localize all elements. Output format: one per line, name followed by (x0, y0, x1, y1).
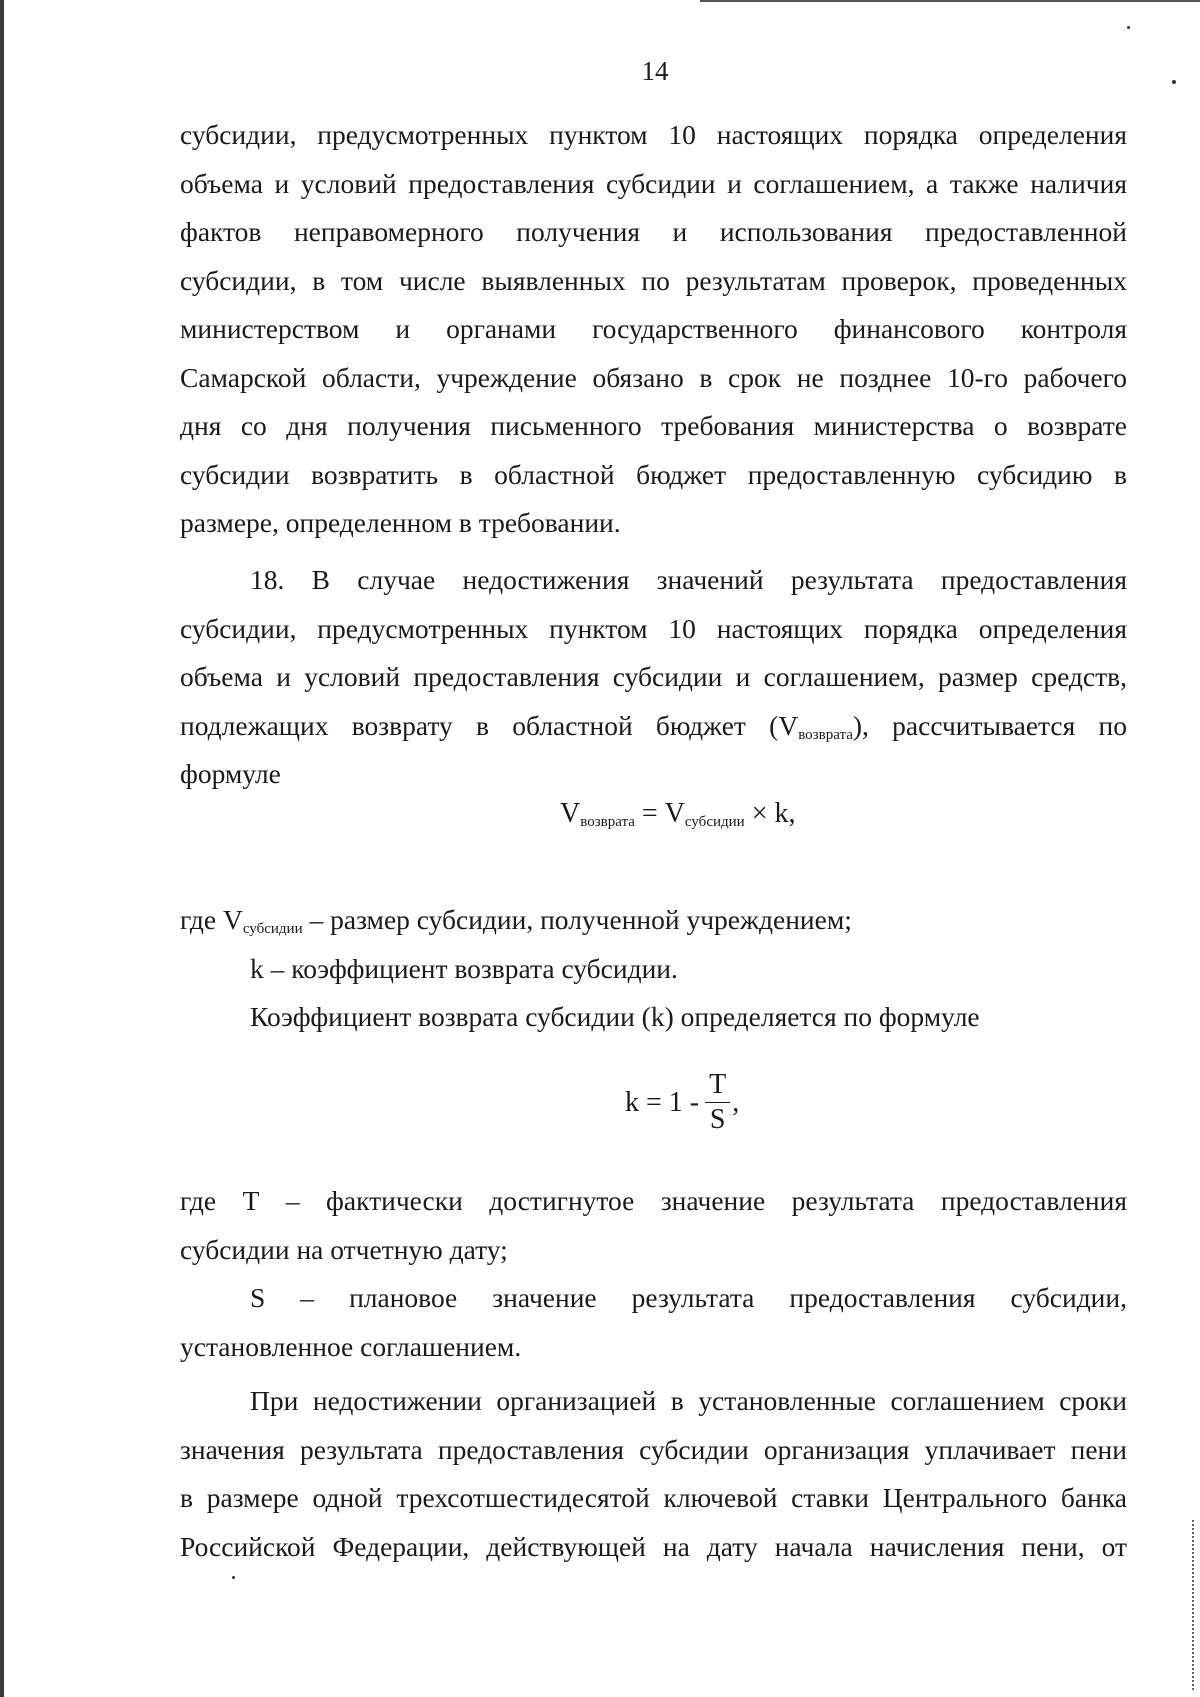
text-line: объема и условий предоставления субсидии и соглашением, размер средств, (180, 661, 1127, 692)
text-line: Самарской области, учреждение обязано в срок не позднее 10-го рабочего (180, 361, 1127, 393)
text-fragment: – размер субсидии, полученной учреждением; (302, 904, 852, 935)
scan-speck (1127, 26, 1130, 29)
text-fragment: ), рассчитывается по (852, 709, 1127, 741)
subscript: возврата (798, 726, 853, 743)
text-line: Российской Федерации, действующей на дату начала начисления пени, от (180, 1530, 1127, 1562)
formula-return-coefficient (625, 1070, 739, 1135)
subscript: субсидии (242, 921, 303, 937)
formula-return-volume (560, 798, 795, 831)
text-line: в размере одной трехсотшестидесятой ключевой ставки Центрального банка (180, 1482, 1127, 1513)
text-line: размере, определенном в требовании. (180, 507, 621, 538)
text-line: где Т – фактически достигнутое значение результата предоставления (180, 1185, 1127, 1216)
page-number: 14 (641, 56, 669, 86)
formula-fraction (705, 1070, 730, 1135)
text-line: установленное соглашением. (180, 1330, 522, 1362)
text-line: S – плановое значение результата предоставления субсидии, (250, 1282, 1127, 1313)
text-line: фактов неправомерного получения и использования предоставленной (180, 216, 1127, 247)
scan-edge-left (0, 0, 4, 1697)
formula-symbol: V (560, 798, 581, 829)
text-line: объема и условий предоставления субсидии и соглашением, а также наличия (180, 167, 1127, 199)
text-fragment: где V (180, 904, 243, 935)
text-line: министерством и органами государственного финансового контроля (180, 313, 1127, 344)
formula-tail: × k, (744, 798, 796, 829)
text-line-with-subscript (180, 702, 1127, 751)
text-line: дня со дня получения письменного требования министерства о возврате (180, 410, 1127, 441)
formula-symbol: V (664, 798, 685, 829)
scan-edge-top (700, 0, 1200, 2)
formula-operator: = (634, 798, 665, 829)
formula-tail: , (732, 1086, 740, 1118)
formula-lhs: k = 1 - (625, 1086, 700, 1118)
text-line-with-subscript (180, 896, 1127, 945)
text-line: формуле (180, 758, 281, 789)
paragraph-continuation (180, 111, 1127, 548)
scan-edge-right (1190, 1520, 1194, 1690)
paragraph-penalty (180, 1377, 1127, 1571)
scan-speck (232, 1576, 235, 1579)
text-line: При недостижении организацией в установленные соглашением сроки (250, 1385, 1127, 1416)
text-line: значения результата предоставления субсидии организация уплачивает пени (180, 1433, 1127, 1465)
text-fragment: подлежащих возврату в областной бюджет (V (180, 709, 799, 741)
definitions-formula-1 (180, 896, 1127, 1042)
definitions-formula-2 (180, 1177, 1127, 1371)
fraction-numerator: T (705, 1070, 730, 1103)
text-line: k – коэффициент возврата субсидии. (250, 952, 678, 984)
text-line: субсидии на отчетную дату; (180, 1233, 508, 1265)
fraction-denominator: S (709, 1104, 726, 1135)
paragraph-item-18 (180, 556, 1127, 799)
formula-subscript: субсидии (684, 814, 745, 830)
formula-subscript: возврата (580, 814, 635, 830)
text-line: 18. В случае недостижения значений результата предоставления (250, 564, 1127, 595)
text-line: субсидии возвратить в областной бюджет предоставленную субсидию в (180, 458, 1127, 490)
text-line: субсидии, предусмотренных пунктом 10 настоящих порядка определения (180, 612, 1127, 644)
text-line: субсидии, предусмотренных пунктом 10 настоящих порядка определения (180, 119, 1127, 150)
text-line: Коэффициент возврата субсидии (k) определяется по формуле (250, 1001, 980, 1032)
text-line: субсидии, в том числе выявленных по результатам проверок, проведенных (180, 264, 1127, 296)
